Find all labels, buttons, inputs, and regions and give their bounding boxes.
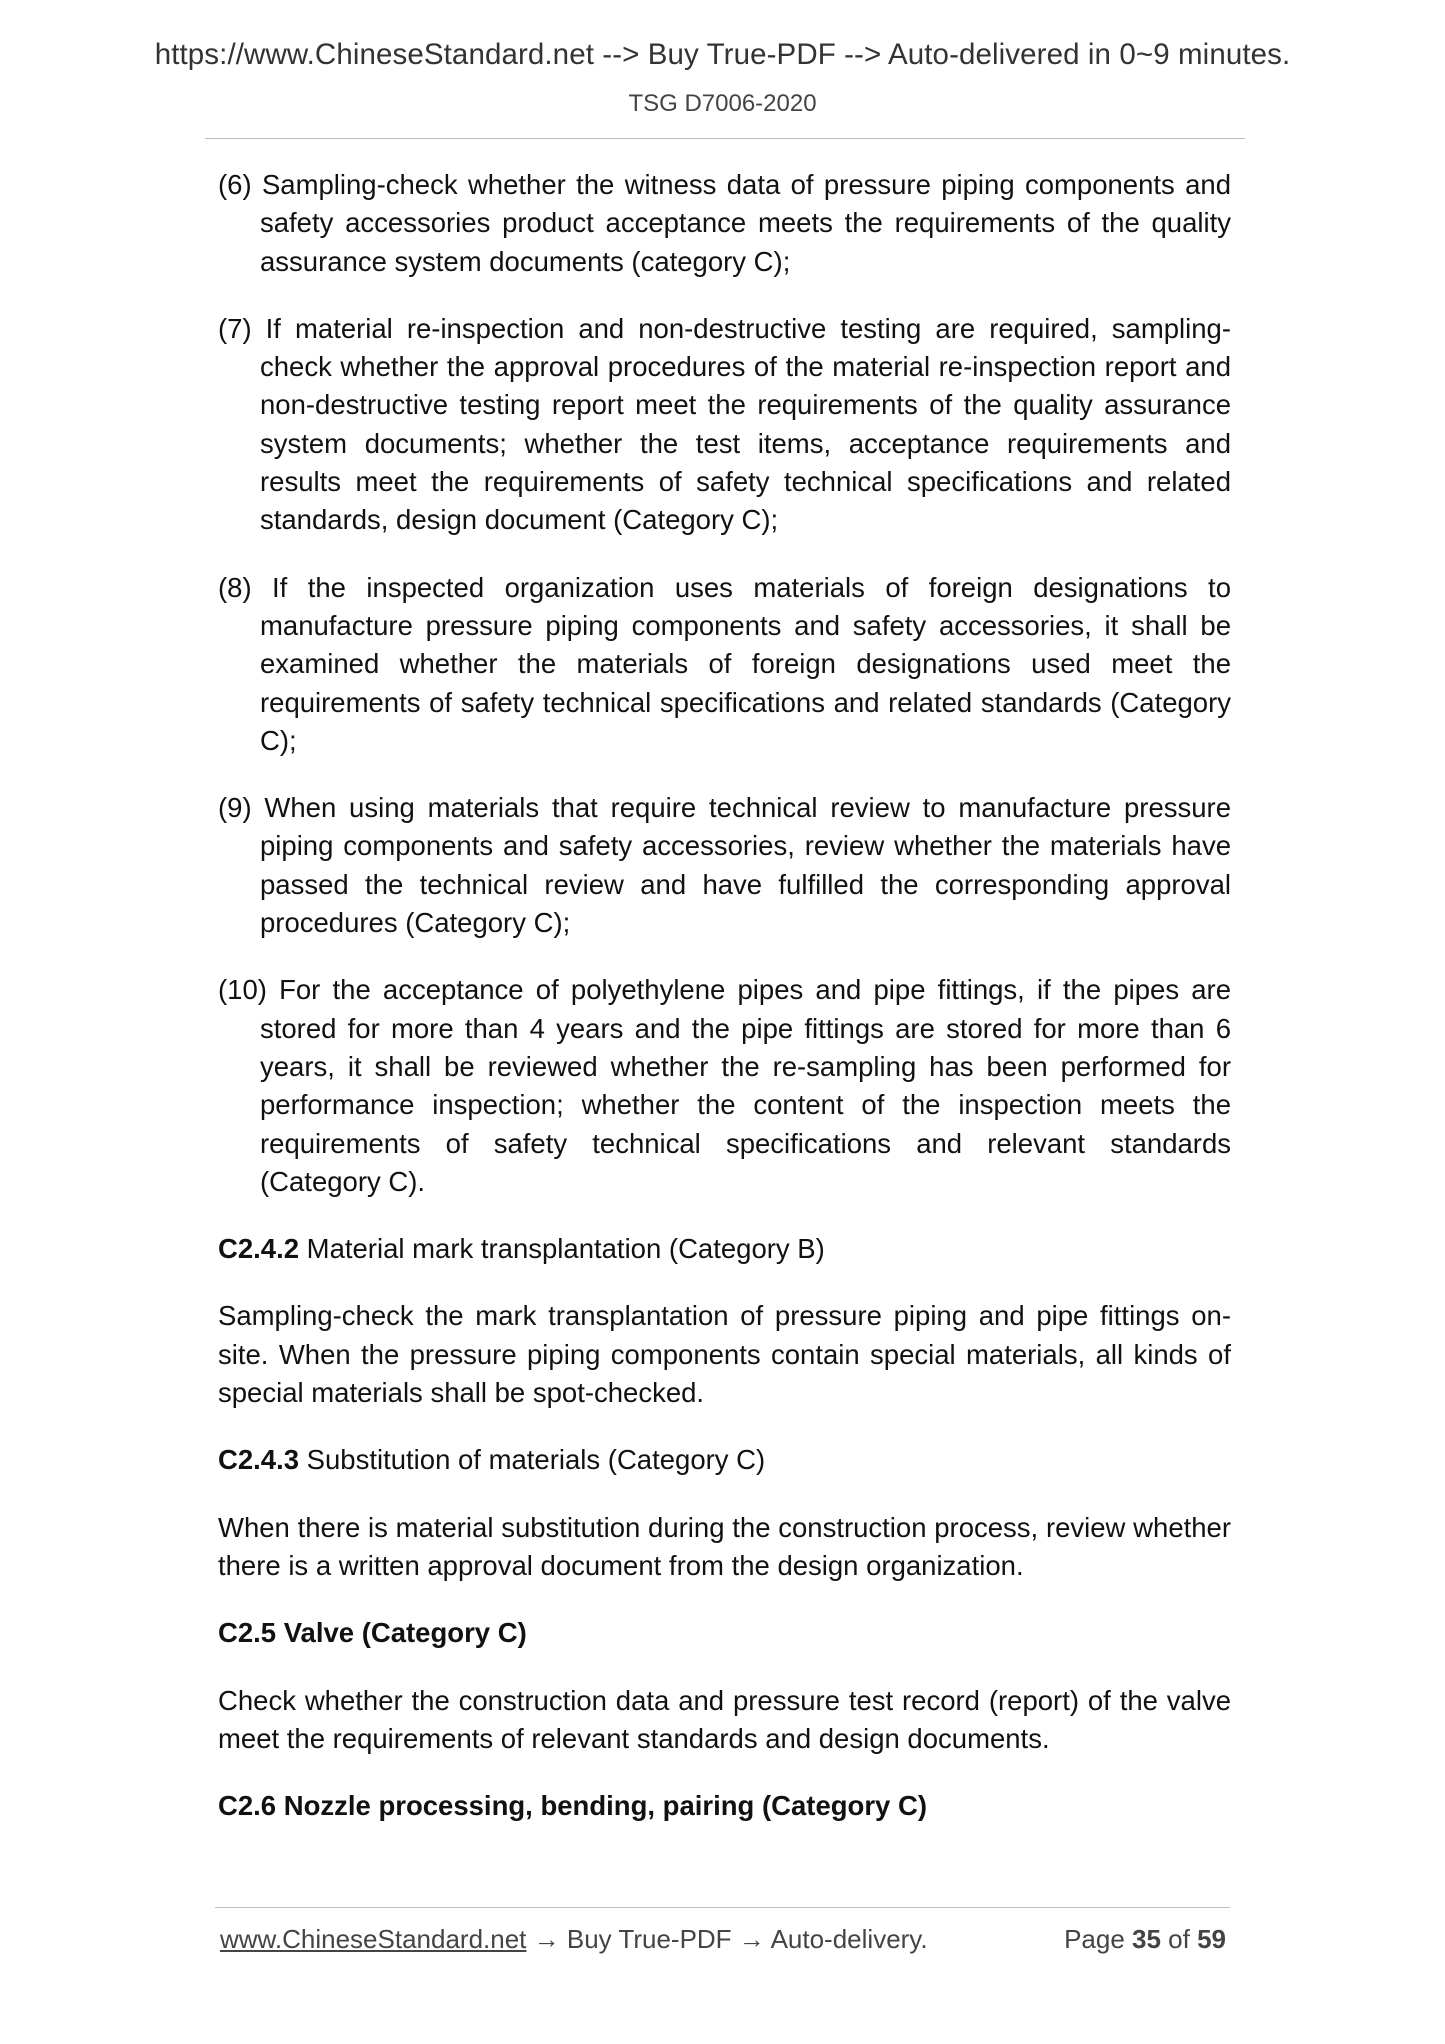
list-item: (6) Sampling-check whether the witness data of pressure piping components and safety accessories product acceptance meets the requirements of the quality assurance system documents (category C); [218, 169, 1231, 277]
of-label: of [1160, 1924, 1198, 1954]
section-body-c243: When there is material substitution during the construction process, review whether there is a written approval document from the design organization. [218, 1511, 1231, 1581]
list-item: (7) If material re-inspection and non-destructive testing are required, sampling-check whether the approval procedures of the material re-inspection report and non-destructive testing report meet the requirements of the quality assurance system documents; whether the test items, acceptance requirements and results meet the requirements of safety technical specifications and related standards, design document (Category C); [218, 312, 1231, 536]
page-body [218, 166, 1231, 1854]
footer-link[interactable]: www.ChineseStandard.net [220, 1924, 527, 1954]
page-total: 59 [1197, 1924, 1226, 1954]
section-number: C2.4.2 [218, 1233, 300, 1265]
section-body-c242: Sampling-check the mark transplantation of pressure piping and pipe fittings on-site. When the pressure piping components contain special materials, all kinds of special materials shall be spot-checked. [218, 1300, 1231, 1409]
list-item: (8) If the inspected organization uses materials of foreign designations to manufacture pressure piping components and safety accessories, it shall be examined whether the materials of foreign designations used meet the requirements of safety technical specifications and related standards (Category C); [218, 571, 1231, 756]
footer-link-suffix: → Buy True-PDF → Auto-delivery. [526, 1924, 928, 1954]
section-number: C2.4.3 [218, 1444, 300, 1476]
section-body-c25: Check whether the construction data and pressure test record (report) of the valve meet the requirements of relevant standards and design documents. [218, 1684, 1231, 1754]
section-title: Substitution of materials (Category C) [299, 1444, 766, 1476]
footer-left [220, 1924, 928, 1955]
section-title: Material mark transplantation (Category B) [299, 1233, 825, 1265]
section-heading-c25: C2.5 Valve (Category C) [218, 1617, 527, 1649]
document-code: TSG D7006-2020 [628, 90, 817, 117]
page-current: 35 [1132, 1924, 1161, 1954]
section-heading-c243 [218, 1441, 1231, 1479]
page-label: Page [1064, 1924, 1133, 1954]
section-heading-c242 [218, 1230, 1231, 1268]
section-heading-c26: C2.6 Nozzle processing, bending, pairing (Category C) [218, 1790, 927, 1822]
header-divider [205, 138, 1245, 139]
top-banner: https://www.ChineseStandard.net --> Buy True-PDF --> Auto-delivered in 0~9 minutes. [154, 38, 1291, 71]
page-indicator [1064, 1924, 1226, 1955]
footer-divider [215, 1907, 1230, 1908]
list-item: (9) When using materials that require technical review to manufacture pressure piping components and safety accessories, review whether the materials have passed the technical review and have fulfilled the corresponding approval procedures (Category C); [218, 792, 1231, 939]
list-item: (10) For the acceptance of polyethylene pipes and pipe fittings, if the pipes are stored for more than 4 years and the pipe fittings are stored for more than 6 years, it shall be reviewed whether the re-sampling has been performed for performance inspection; whether the content of the inspection meets the requirements of safety technical specifications and relevant standards (Category C). [218, 974, 1231, 1197]
